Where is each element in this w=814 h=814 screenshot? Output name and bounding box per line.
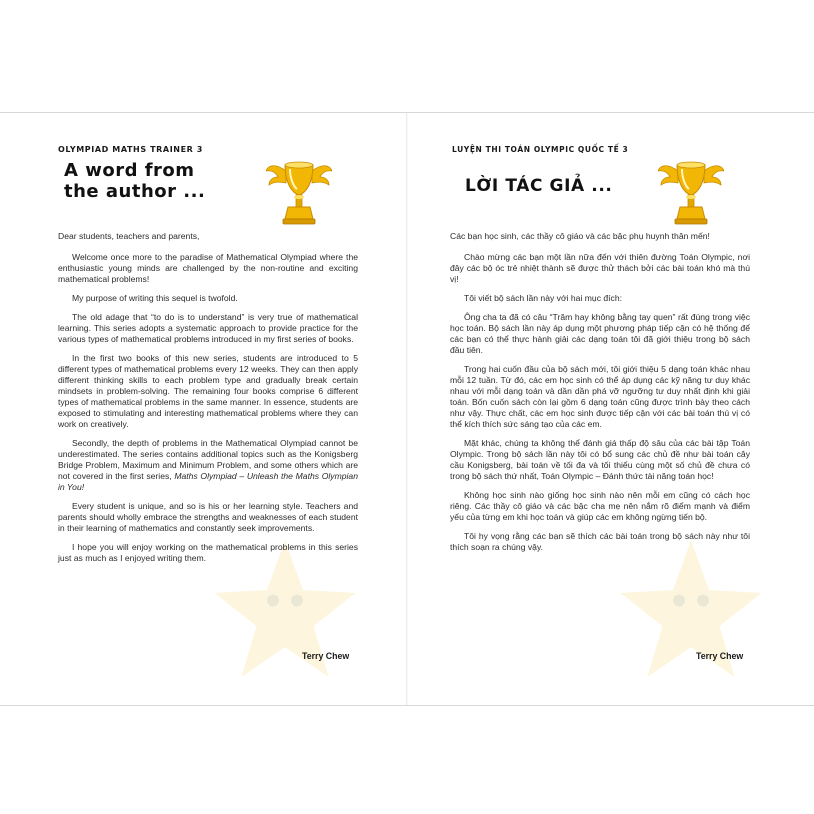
winged-trophy-icon — [658, 157, 724, 227]
page-title: LỜI TÁC GIẢ ... — [465, 176, 613, 196]
greeting: Dear students, teachers and parents, — [58, 231, 200, 241]
greeting: Các bạn học sinh, các thầy cô giáo và các bậc phụ huynh thân mến! — [450, 231, 710, 241]
page-title — [64, 160, 205, 202]
left-page — [0, 113, 406, 705]
paragraph: My purpose of writing this sequel is twofold. — [72, 293, 238, 303]
paragraph: Ông cha ta đã có câu “Trăm hay không bằng tay quen” rất đúng trong việc học toán. Bộ sách lần này áp dụng một phương pháp tiếp cận có hệ thống để các bạn có thể thực hành giải các dạng toán tôi đã giới thiệu trong bộ sách đầu tiên. — [450, 312, 750, 355]
series-label: OLYMPIAD MATHS TRAINER 3 — [58, 145, 203, 154]
winged-trophy-icon — [266, 157, 332, 227]
book-title-italic: Maths Olympiad – Unleash the Maths Olympian in You! — [58, 471, 358, 492]
series-label: LUYỆN THI TOÁN OLYMPIC QUỐC TẾ 3 — [452, 145, 629, 154]
paragraph: Chào mừng các bạn một lần nữa đến với thiên đường Toán Olympic, nơi đây các bộ óc trẻ nhiệt thành sẽ được thử thách bởi các bài toán khó mà thú vị! — [450, 252, 750, 284]
letter-body — [450, 231, 750, 561]
paragraph: Tôi viết bộ sách lần này với hai mục đích: — [464, 293, 623, 303]
paragraph: Every student is unique, and so is his or her learning style. Teachers and parents should wholly embrace the strengths and weaknesses of each student in their learning of mathematics and constantly seek improvements. — [58, 501, 358, 533]
paragraph: In the first two books of this new series, students are introduced to 5 different types of mathematical problems every 12 weeks. They can then apply different thinking skills to each problem type and gradually break certain mindsets in problem-solving. The remaining four books comprise 6 different types of mathematical problems in the same manner. In essence, students are exposed to stimulating and interesting mathematical problems where they can work on creatively. — [58, 353, 358, 429]
paragraph — [58, 438, 358, 493]
author-signature: Terry Chew — [696, 651, 744, 661]
title-line-1: A word from — [64, 160, 195, 181]
right-page — [408, 113, 814, 705]
paragraph: Mặt khác, chúng ta không thể đánh giá thấp độ sâu của các bài tập Toán Olympic. Trong bộ sách lần này tôi có bổ sung các chủ đề như bài toán cây cầu Konigsberg, bài toán về tối đa và tối thiểu cùng một số chủ đề chưa có trong bộ sách thứ nhất, Toán Olympic – Đánh thức tài năng toán học! — [450, 438, 750, 481]
paragraph: Không học sinh nào giống học sinh nào nên mỗi em cũng có cách học riêng. Các thầy cô giáo và các bậc cha mẹ nên nắm rõ điểm mạnh và điểm yếu của từng em khi học toán và giúp các em không ngừng tiến bộ. — [450, 490, 750, 522]
letter-body — [58, 231, 358, 572]
paragraph: Trong hai cuốn đầu của bộ sách mới, tôi giới thiệu 5 dạng toán khác nhau mỗi 12 tuần. Từ đó, các em học sinh có thể áp dụng các kỹ năng tư duy khác nhau với mỗi dạng toán và dần dần phá vỡ ngưỡng tư duy nhất định khi giải toán. Bốn cuốn sách còn lại gồm 6 dạng toán cũng được trình bày theo cách như vậy. Thực chất, các em học sinh được tiếp cận với các bài toán thú vị có thể kích thích sức sáng tạo của các em. — [450, 364, 750, 429]
paragraph: The old adage that “to do is to understand” is very true of mathematical learning. This series adopts a systematic approach to provide practice for the various types of mathematical problems introduced in my first series of books. — [58, 312, 358, 344]
title-line-2: the author ... — [64, 181, 206, 202]
paragraph-text: Secondly, the depth of problems in the Mathematical Olympiad cannot be underestimated. The series contains additional topics such as the Konigsberg Bridge Problem, Maximum and Minimum Problem, and some others which are not covered in the first series, — [58, 438, 358, 481]
paragraph: Welcome once more to the paradise of Mathematical Olympiad where the enthusiastic young minds are challenged by the non-routine and exciting mathematical problems! — [58, 252, 358, 284]
book-spread — [0, 112, 814, 706]
author-signature: Terry Chew — [302, 651, 350, 661]
paragraph: I hope you will enjoy working on the mathematical problems in this series just as much as I enjoyed writing them. — [58, 542, 358, 563]
paragraph: Tôi hy vọng rằng các bạn sẽ thích các bài toán trong bộ sách này như tôi thích soạn ra chúng vậy. — [450, 531, 750, 552]
